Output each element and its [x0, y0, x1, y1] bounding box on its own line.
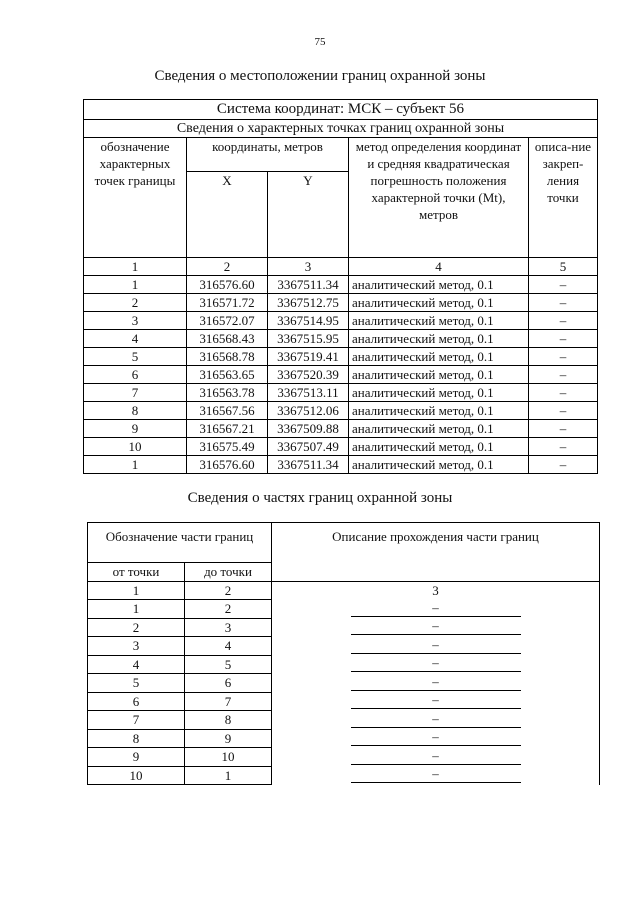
- point-number-cell: 3: [84, 312, 187, 330]
- fixing-description-cell: –: [529, 294, 598, 312]
- point-row: [84, 402, 598, 420]
- from-point-cell: 10: [88, 766, 185, 785]
- fixing-description-cell: –: [529, 276, 598, 294]
- part-description-value: –: [351, 618, 521, 635]
- method-cell: аналитический метод, 0.1: [349, 348, 529, 366]
- boundary-part-row: [88, 692, 600, 711]
- fixing-description-cell: –: [529, 348, 598, 366]
- point-row: [84, 294, 598, 312]
- part-description-cell: [272, 729, 600, 748]
- point-row: [84, 420, 598, 438]
- point-row: [84, 366, 598, 384]
- x-coordinate-cell: 316568.43: [187, 330, 268, 348]
- boundary-part-row: [88, 729, 600, 748]
- y-coordinate-cell: 3367513.11: [268, 384, 349, 402]
- page-number: 75: [314, 36, 326, 48]
- x-coordinate-cell: 316575.49: [187, 438, 268, 456]
- part-description-value: –: [351, 655, 521, 672]
- to-point-cell: 2: [185, 600, 272, 619]
- x-coordinate-cell: 316576.60: [187, 276, 268, 294]
- x-coordinate-cell: 316572.07: [187, 312, 268, 330]
- fixing-description-cell: –: [529, 420, 598, 438]
- part-designation-header: Обозначение части границ: [88, 523, 272, 563]
- point-number-cell: 6: [84, 366, 187, 384]
- boundary-part-row: [88, 655, 600, 674]
- x-coordinate-cell: 316568.78: [187, 348, 268, 366]
- from-point-cell: 9: [88, 748, 185, 767]
- to-point-header: до точки: [185, 563, 272, 582]
- method-cell: аналитический метод, 0.1: [349, 402, 529, 420]
- method-cell: аналитический метод, 0.1: [349, 366, 529, 384]
- point-row: [84, 348, 598, 366]
- column-number-cell: 2: [187, 258, 268, 276]
- point-number-cell: 2: [84, 294, 187, 312]
- to-point-cell: 9: [185, 729, 272, 748]
- method-cell: аналитический метод, 0.1: [349, 312, 529, 330]
- column-number-cell: 1: [88, 581, 185, 600]
- from-point-cell: 7: [88, 711, 185, 730]
- column-number-cell: 1: [84, 258, 187, 276]
- part-description-cell: [272, 766, 600, 785]
- parts-column-numbers-row: [88, 581, 600, 600]
- coordinates-header: координаты, метров: [187, 138, 349, 172]
- y-coordinate-cell: 3367509.88: [268, 420, 349, 438]
- method-cell: аналитический метод, 0.1: [349, 420, 529, 438]
- point-row: [84, 330, 598, 348]
- x-coordinate-cell: 316576.60: [187, 456, 268, 474]
- point-row: [84, 312, 598, 330]
- to-point-cell: 1: [185, 766, 272, 785]
- part-description-value: –: [351, 766, 521, 783]
- zone-boundaries-title: Сведения о местоположении границ охранной зоны: [154, 68, 486, 84]
- from-point-cell: 5: [88, 674, 185, 693]
- boundary-part-row: [88, 766, 600, 785]
- fixing-description-cell: –: [529, 330, 598, 348]
- coordinate-system-header: Система координат: МСК – субъект 56: [84, 100, 598, 120]
- to-point-cell: 8: [185, 711, 272, 730]
- part-description-cell: [272, 674, 600, 693]
- part-description-value: –: [351, 600, 521, 617]
- method-cell: аналитический метод, 0.1: [349, 384, 529, 402]
- x-coordinate-cell: 316563.78: [187, 384, 268, 402]
- to-point-cell: 10: [185, 748, 272, 767]
- point-number-cell: 10: [84, 438, 187, 456]
- boundary-part-row: [88, 600, 600, 619]
- to-point-cell: 7: [185, 692, 272, 711]
- point-number-cell: 7: [84, 384, 187, 402]
- y-coordinate-cell: 3367514.95: [268, 312, 349, 330]
- part-description-cell: [272, 637, 600, 656]
- column-numbers-row: [84, 258, 598, 276]
- y-coordinate-cell: 3367520.39: [268, 366, 349, 384]
- method-header: метод определения координат и средняя квадратическая погрешность положения характерной точки (Mt), метров: [349, 138, 529, 258]
- from-point-cell: 6: [88, 692, 185, 711]
- boundary-part-row: [88, 674, 600, 693]
- from-point-cell: 4: [88, 655, 185, 674]
- column-number-cell: 5: [529, 258, 598, 276]
- boundary-parts-title: Сведения о частях границ охранной зоны: [187, 490, 453, 506]
- to-point-cell: 3: [185, 618, 272, 637]
- point-number-cell: 8: [84, 402, 187, 420]
- y-coordinate-cell: 3367512.06: [268, 402, 349, 420]
- point-row: [84, 384, 598, 402]
- part-description-cell: [272, 711, 600, 730]
- fixing-description-header: описа-ние закреп-ления точки: [529, 138, 598, 258]
- points-section-header: Сведения о характерных точках границ охранной зоны: [84, 120, 598, 138]
- method-cell: аналитический метод, 0.1: [349, 276, 529, 294]
- point-number-cell: 1: [84, 276, 187, 294]
- fixing-description-cell: –: [529, 402, 598, 420]
- y-header: Y: [268, 172, 349, 258]
- y-coordinate-cell: 3367515.95: [268, 330, 349, 348]
- from-point-cell: 8: [88, 729, 185, 748]
- part-description-value: –: [351, 692, 521, 709]
- x-coordinate-cell: 316571.72: [187, 294, 268, 312]
- column-number-cell: 3: [268, 258, 349, 276]
- x-coordinate-cell: 316567.56: [187, 402, 268, 420]
- to-point-cell: 6: [185, 674, 272, 693]
- method-cell: аналитический метод, 0.1: [349, 330, 529, 348]
- fixing-description-cell: –: [529, 456, 598, 474]
- column-number-cell: 3: [272, 581, 600, 600]
- y-coordinate-cell: 3367519.41: [268, 348, 349, 366]
- boundary-part-row: [88, 618, 600, 637]
- part-description-value: –: [351, 674, 521, 691]
- part-description-value: –: [351, 729, 521, 746]
- boundary-part-row: [88, 748, 600, 767]
- point-row: [84, 276, 598, 294]
- point-row: [84, 438, 598, 456]
- part-description-value: –: [351, 748, 521, 765]
- point-number-cell: 9: [84, 420, 187, 438]
- to-point-cell: 4: [185, 637, 272, 656]
- x-coordinate-cell: 316567.21: [187, 420, 268, 438]
- y-coordinate-cell: 3367511.34: [268, 276, 349, 294]
- to-point-cell: 5: [185, 655, 272, 674]
- part-description-cell: [272, 655, 600, 674]
- method-cell: аналитический метод, 0.1: [349, 456, 529, 474]
- point-designation-header: обозначение характерных точек границы: [84, 138, 187, 258]
- method-cell: аналитический метод, 0.1: [349, 438, 529, 456]
- part-description-cell: [272, 600, 600, 619]
- boundary-part-row: [88, 711, 600, 730]
- fixing-description-cell: –: [529, 384, 598, 402]
- point-number-cell: 5: [84, 348, 187, 366]
- y-coordinate-cell: 3367511.34: [268, 456, 349, 474]
- part-description-header: Описание прохождения части границ: [272, 523, 600, 582]
- boundary-parts-table: [87, 522, 600, 785]
- characteristic-points-table: [83, 99, 598, 474]
- part-description-cell: [272, 692, 600, 711]
- point-number-cell: 4: [84, 330, 187, 348]
- point-row: [84, 456, 598, 474]
- part-description-value: –: [351, 711, 521, 728]
- y-coordinate-cell: 3367512.75: [268, 294, 349, 312]
- fixing-description-cell: –: [529, 438, 598, 456]
- part-description-value: –: [351, 637, 521, 654]
- part-description-cell: [272, 618, 600, 637]
- x-coordinate-cell: 316563.65: [187, 366, 268, 384]
- from-point-cell: 2: [88, 618, 185, 637]
- fixing-description-cell: –: [529, 366, 598, 384]
- column-number-cell: 4: [349, 258, 529, 276]
- from-point-cell: 3: [88, 637, 185, 656]
- fixing-description-cell: –: [529, 312, 598, 330]
- y-coordinate-cell: 3367507.49: [268, 438, 349, 456]
- column-number-cell: 2: [185, 581, 272, 600]
- method-cell: аналитический метод, 0.1: [349, 294, 529, 312]
- point-number-cell: 1: [84, 456, 187, 474]
- boundary-part-row: [88, 637, 600, 656]
- from-point-header: от точки: [88, 563, 185, 582]
- from-point-cell: 1: [88, 600, 185, 619]
- x-header: X: [187, 172, 268, 258]
- part-description-cell: [272, 748, 600, 767]
